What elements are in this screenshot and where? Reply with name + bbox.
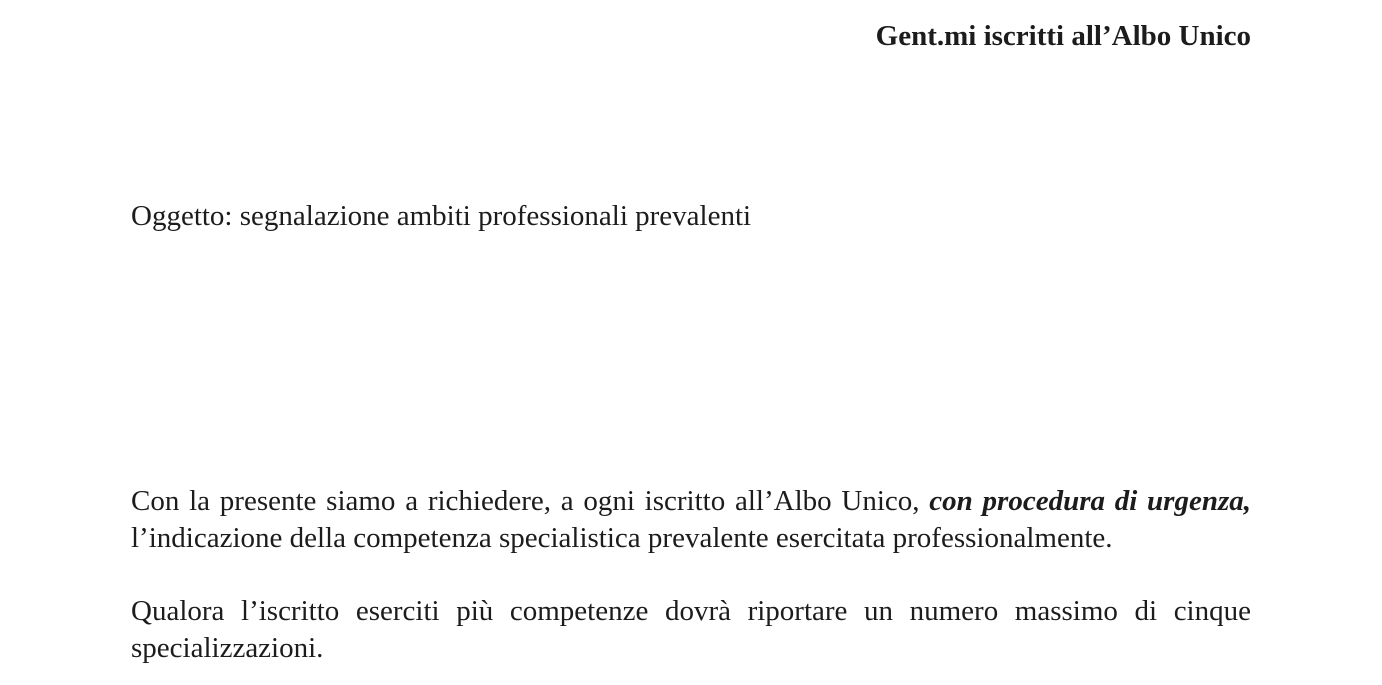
body-paragraph-2: Qualora l’iscritto eserciti più competenze dovrà riportare un numero massimo di cinque specializzazioni. — [131, 595, 1251, 664]
body-paragraph-1 — [131, 483, 1251, 557]
recipient-line: Gent.mi iscritti all’Albo Unico — [875, 20, 1251, 52]
urgency-emphasis: con procedura di urgenza, — [929, 485, 1252, 517]
letter-body — [131, 483, 1251, 667]
paragraph-1-text-before: Con la presente siamo a richiedere, a ogni iscritto all’Albo Unico, — [131, 485, 930, 517]
subject-line: Oggetto: segnalazione ambiti professionali prevalenti — [131, 200, 752, 232]
paragraph-1-text-after: l’indicazione della competenza specialistica prevalente esercitata professionalmente. — [131, 522, 1113, 554]
